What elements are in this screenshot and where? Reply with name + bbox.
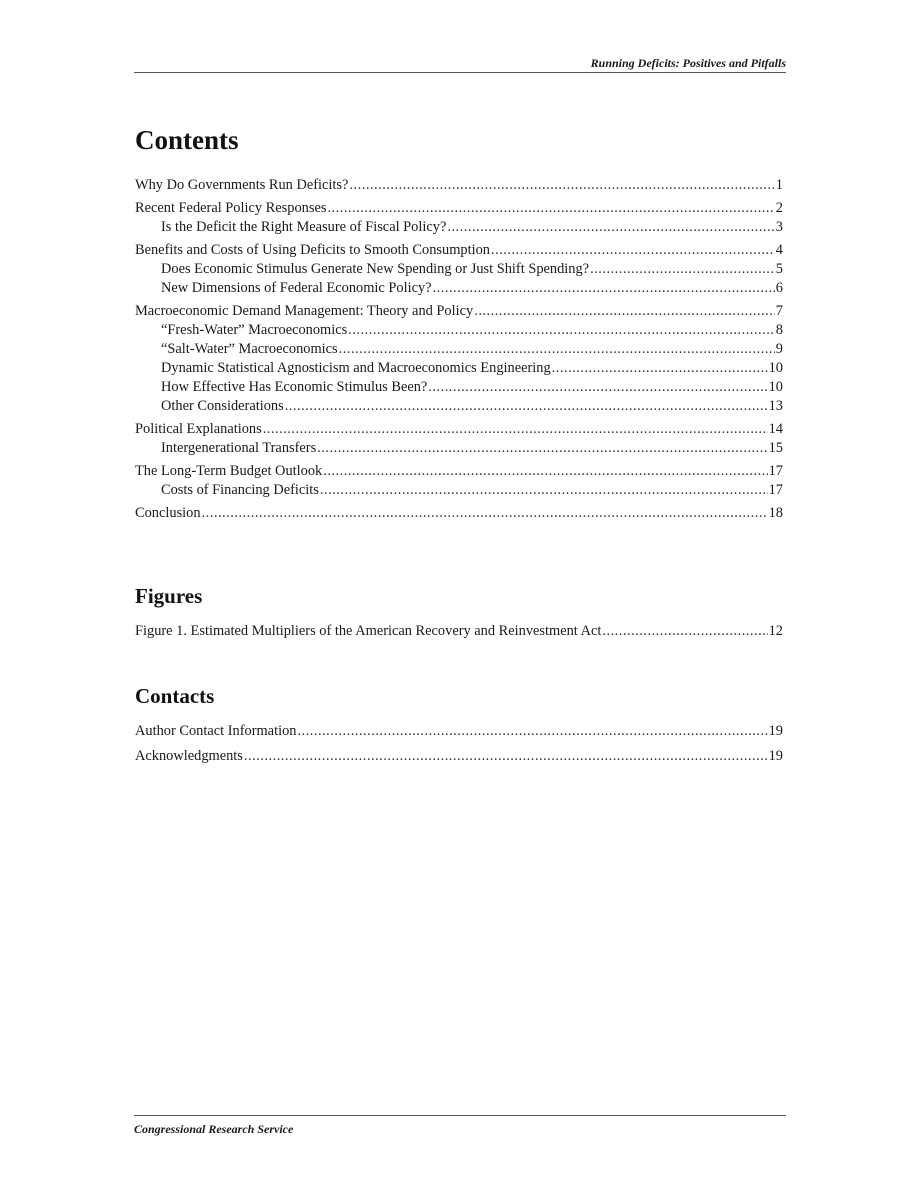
toc-entry-page: 17 — [768, 482, 783, 498]
toc-entry-page: 12 — [768, 623, 783, 639]
toc-entry-title: Costs of Financing Deficits — [161, 482, 319, 498]
dot-leader — [491, 241, 775, 260]
toc-entry-benefits-costs[interactable] — [135, 241, 783, 260]
dot-leader — [447, 218, 774, 237]
toc-entry-title: “Fresh-Water” Macroeconomics — [161, 322, 348, 338]
toc-entry-salt-water[interactable] — [135, 340, 783, 359]
toc-entry-other-considerations[interactable] — [135, 397, 783, 416]
toc-entry-political-explanations[interactable] — [135, 420, 783, 439]
toc-entry-stimulus-effectiveness[interactable] — [135, 378, 783, 397]
contacts-list — [135, 722, 783, 766]
toc-entry-page: 19 — [768, 748, 783, 764]
toc-entry-title: Recent Federal Policy Responses — [135, 200, 327, 216]
page-footer — [134, 1115, 786, 1136]
dot-leader — [339, 340, 775, 359]
dot-leader — [590, 260, 775, 279]
toc-entry-page: 17 — [768, 463, 783, 479]
toc-entry-author-contact[interactable] — [135, 722, 783, 741]
dot-leader — [202, 504, 768, 523]
toc-entry-title: Why Do Governments Run Deficits? — [135, 177, 349, 193]
dot-leader — [348, 321, 775, 340]
toc-entry-budget-outlook[interactable] — [135, 462, 783, 481]
toc-entry-statistical-agnosticism[interactable] — [135, 359, 783, 378]
toc-entry-page: 13 — [768, 398, 783, 414]
toc-entry-page: 14 — [768, 421, 783, 437]
toc-entry-title: Conclusion — [135, 505, 201, 521]
toc-entry-title: Intergenerational Transfers — [161, 440, 317, 456]
figures-heading: Figures — [135, 584, 203, 608]
toc-entry-page: 3 — [775, 219, 783, 235]
toc-entry-demand-management[interactable] — [135, 302, 783, 321]
toc-entry-page: 18 — [768, 505, 783, 521]
dot-leader — [320, 481, 768, 500]
toc-entry-intergenerational[interactable] — [135, 439, 783, 458]
toc-entry-title: Other Considerations — [161, 398, 284, 414]
toc-entry-figure-1[interactable] — [135, 622, 783, 641]
toc-entry-financing-costs[interactable] — [135, 481, 783, 500]
toc-entry-title: The Long-Term Budget Outlook — [135, 463, 323, 479]
toc-entry-title: Is the Deficit the Right Measure of Fiscal Policy? — [161, 219, 447, 235]
dot-leader — [285, 397, 768, 416]
toc-entry-new-dimensions[interactable] — [135, 279, 783, 298]
dot-leader — [433, 279, 775, 298]
toc-entry-conclusion[interactable] — [135, 504, 783, 523]
toc-entry-acknowledgments[interactable] — [135, 747, 783, 766]
running-header — [134, 56, 786, 73]
toc-entry-title: Benefits and Costs of Using Deficits to Smooth Consumption — [135, 242, 490, 258]
toc-entry-title: Does Economic Stimulus Generate New Spending or Just Shift Spending? — [161, 261, 590, 277]
dot-leader — [428, 378, 767, 397]
toc-entry-page: 10 — [768, 360, 783, 376]
toc-entry-page: 5 — [775, 261, 783, 277]
toc-entry-page: 9 — [775, 341, 783, 357]
dot-leader — [602, 622, 767, 641]
contents-list — [135, 176, 783, 523]
toc-entry-page: 2 — [775, 200, 783, 216]
toc-entry-stimulus-spending[interactable] — [135, 260, 783, 279]
contacts-heading: Contacts — [135, 684, 215, 708]
dot-leader — [297, 722, 767, 741]
toc-entry-title: Figure 1. Estimated Multipliers of the American Recovery and Reinvestment Act — [135, 623, 602, 639]
toc-entry-title: Macroeconomic Demand Management: Theory and Policy — [135, 303, 474, 319]
publisher-name: Congressional Research Service — [134, 1122, 294, 1136]
toc-entry-fresh-water[interactable] — [135, 321, 783, 340]
contents-heading: Contents — [135, 125, 239, 155]
toc-entry-page: 15 — [768, 440, 783, 456]
toc-entry-deficit-measure[interactable] — [135, 218, 783, 237]
dot-leader — [323, 462, 767, 481]
toc-entry-title: Dynamic Statistical Agnosticism and Macroeconomics Engineering — [161, 360, 551, 376]
dot-leader — [317, 439, 767, 458]
toc-entry-title: How Effective Has Economic Stimulus Been? — [161, 379, 428, 395]
running-title: Running Deficits: Positives and Pitfalls — [590, 56, 786, 70]
toc-entry-title: “Salt-Water” Macroeconomics — [161, 341, 338, 357]
toc-entry-title: Acknowledgments — [135, 748, 243, 764]
dot-leader — [244, 747, 768, 766]
dot-leader — [349, 176, 774, 195]
toc-entry-page: 4 — [775, 242, 783, 258]
toc-entry-page: 8 — [775, 322, 783, 338]
figures-list — [135, 622, 783, 641]
dot-leader — [552, 359, 768, 378]
dot-leader — [474, 302, 775, 321]
toc-entry-title: Author Contact Information — [135, 723, 297, 739]
toc-entry-title: New Dimensions of Federal Economic Policy? — [161, 280, 432, 296]
toc-entry-page: 6 — [775, 280, 783, 296]
toc-entry-why-deficits[interactable] — [135, 176, 783, 195]
dot-leader — [263, 420, 768, 439]
toc-entry-title: Political Explanations — [135, 421, 262, 437]
toc-entry-page: 7 — [775, 303, 783, 319]
toc-entry-recent-policy[interactable] — [135, 199, 783, 218]
toc-entry-page: 19 — [768, 723, 783, 739]
toc-entry-page: 1 — [775, 177, 783, 193]
dot-leader — [327, 199, 774, 218]
toc-entry-page: 10 — [768, 379, 783, 395]
